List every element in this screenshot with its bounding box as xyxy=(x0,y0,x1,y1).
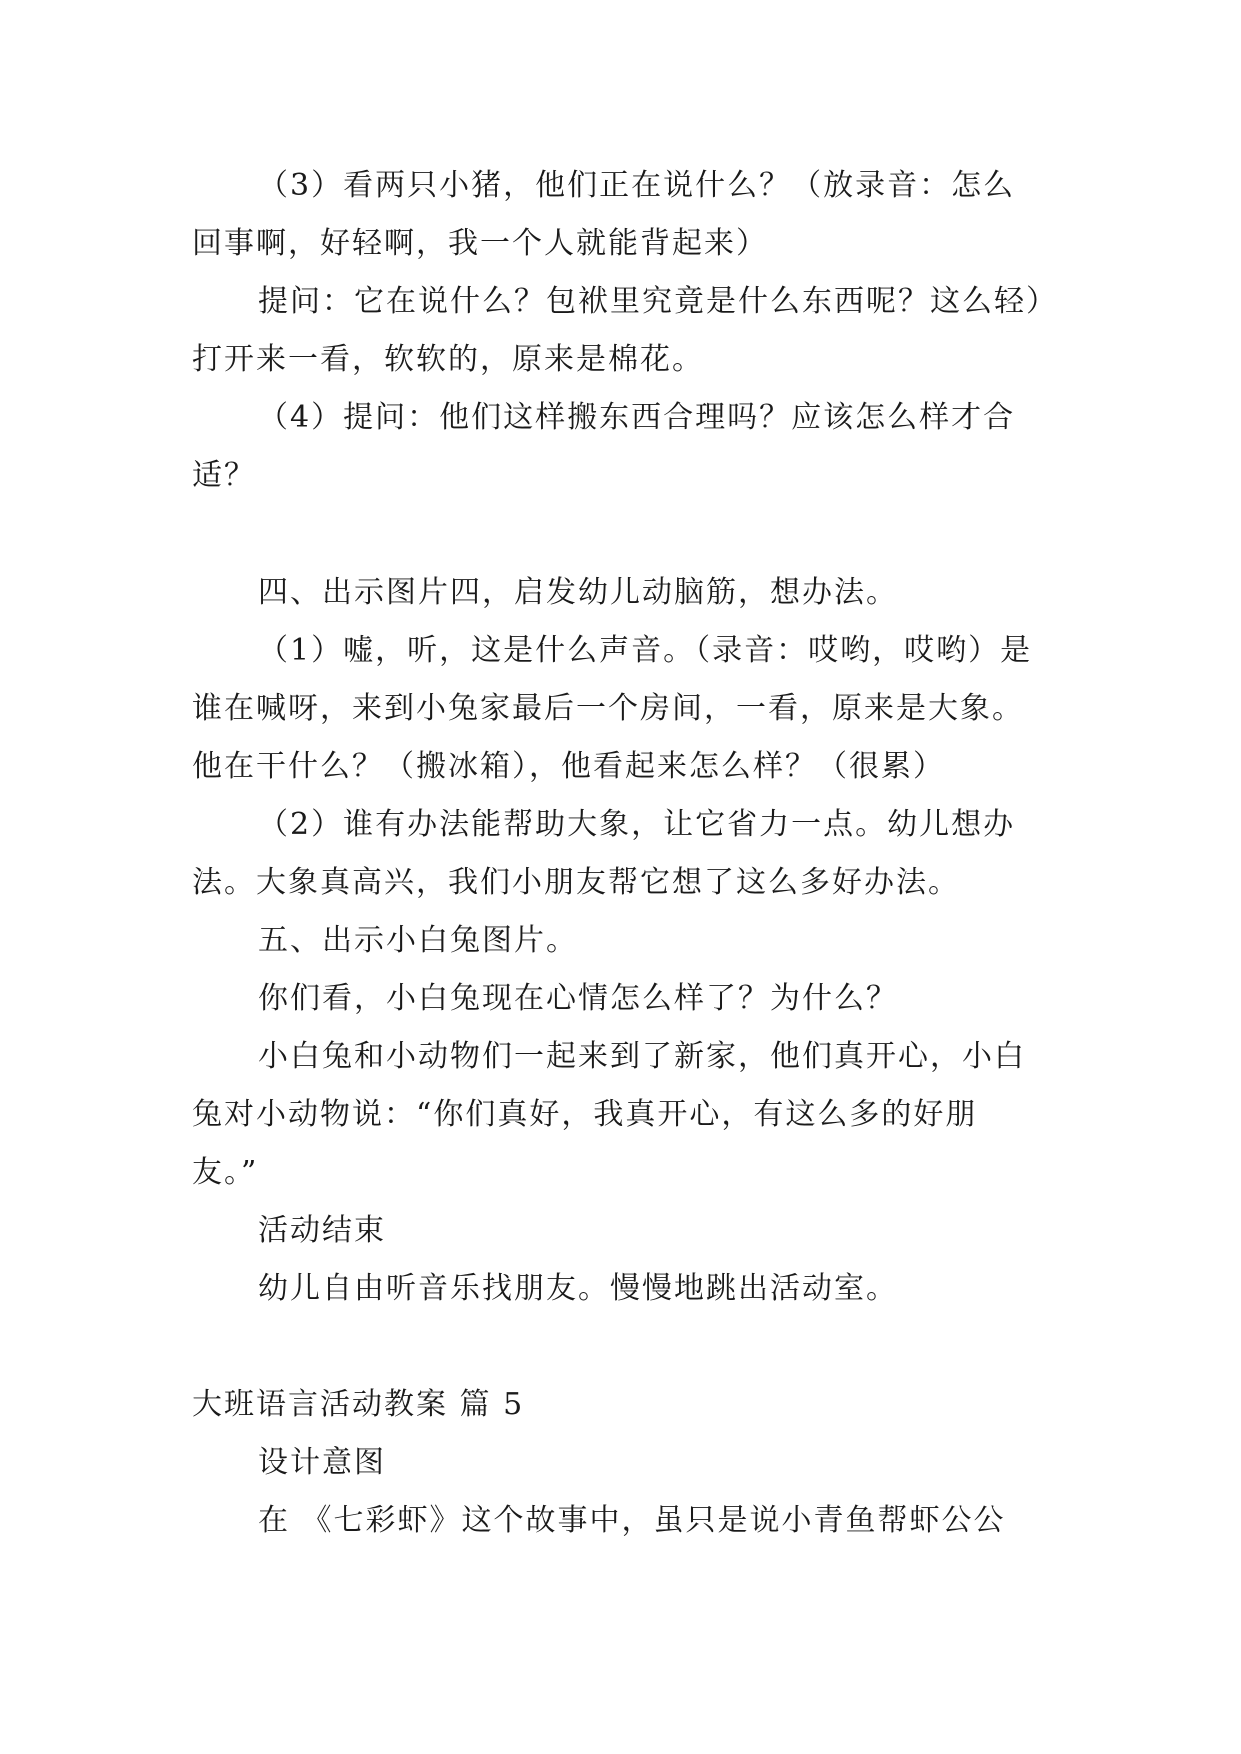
paragraph-line: （3）看两只小猪，他们正在说什么？（放录音：怎么 xyxy=(258,168,1016,203)
paragraph-line: 他在干什么？（搬冰箱），他看起来怎么样？（很累） xyxy=(192,749,945,784)
section-heading: 活动结束 xyxy=(258,1213,386,1248)
paragraph-line: 适？ xyxy=(192,458,256,493)
section-heading: 五、出示小白兔图片。 xyxy=(258,923,578,958)
section-heading: 四、出示图片四，启发幼儿动脑筋，想办法。 xyxy=(258,575,898,610)
paragraph-line: 打开来一看，软软的，原来是棉花。 xyxy=(192,342,704,377)
paragraph-line: 回事啊，好轻啊，我一个人就能背起来） xyxy=(192,226,768,261)
paragraph-line: 在 《七彩虾》这个故事中，虽只是说小青鱼帮虾公公 xyxy=(258,1503,1006,1538)
paragraph-line: 友。” xyxy=(192,1155,259,1190)
paragraph-line: 谁在喊呀，来到小兔家最后一个房间，一看，原来是大象。 xyxy=(192,691,1024,726)
paragraph-line: 你们看，小白兔现在心情怎么样了？为什么？ xyxy=(258,981,898,1016)
paragraph-line: 小白兔和小动物们一起来到了新家，他们真开心，小白 xyxy=(258,1039,1026,1074)
paragraph-line: （1）嘘，听，这是什么声音。（录音：哎哟，哎哟）是 xyxy=(258,633,1033,668)
paragraph-line: 兔对小动物说：“你们真好，我真开心，有这么多的好朋 xyxy=(192,1097,978,1132)
chapter-title: 大班语言活动教案 篇 5 xyxy=(192,1387,525,1422)
section-heading: 设计意图 xyxy=(258,1445,386,1480)
paragraph-line: （4）提问：他们这样搬东西合理吗？应该怎么样才合 xyxy=(258,400,1016,435)
paragraph-line: 法。大象真高兴，我们小朋友帮它想了这么多好办法。 xyxy=(192,865,960,900)
paragraph-line: （2）谁有办法能帮助大象，让它省力一点。幼儿想办 xyxy=(258,807,1016,842)
paragraph-line: 幼儿自由听音乐找朋友。慢慢地跳出活动室。 xyxy=(258,1271,898,1306)
paragraph-line: 提问：它在说什么？包袱里究竟是什么东西呢？这么轻） xyxy=(258,284,1058,319)
